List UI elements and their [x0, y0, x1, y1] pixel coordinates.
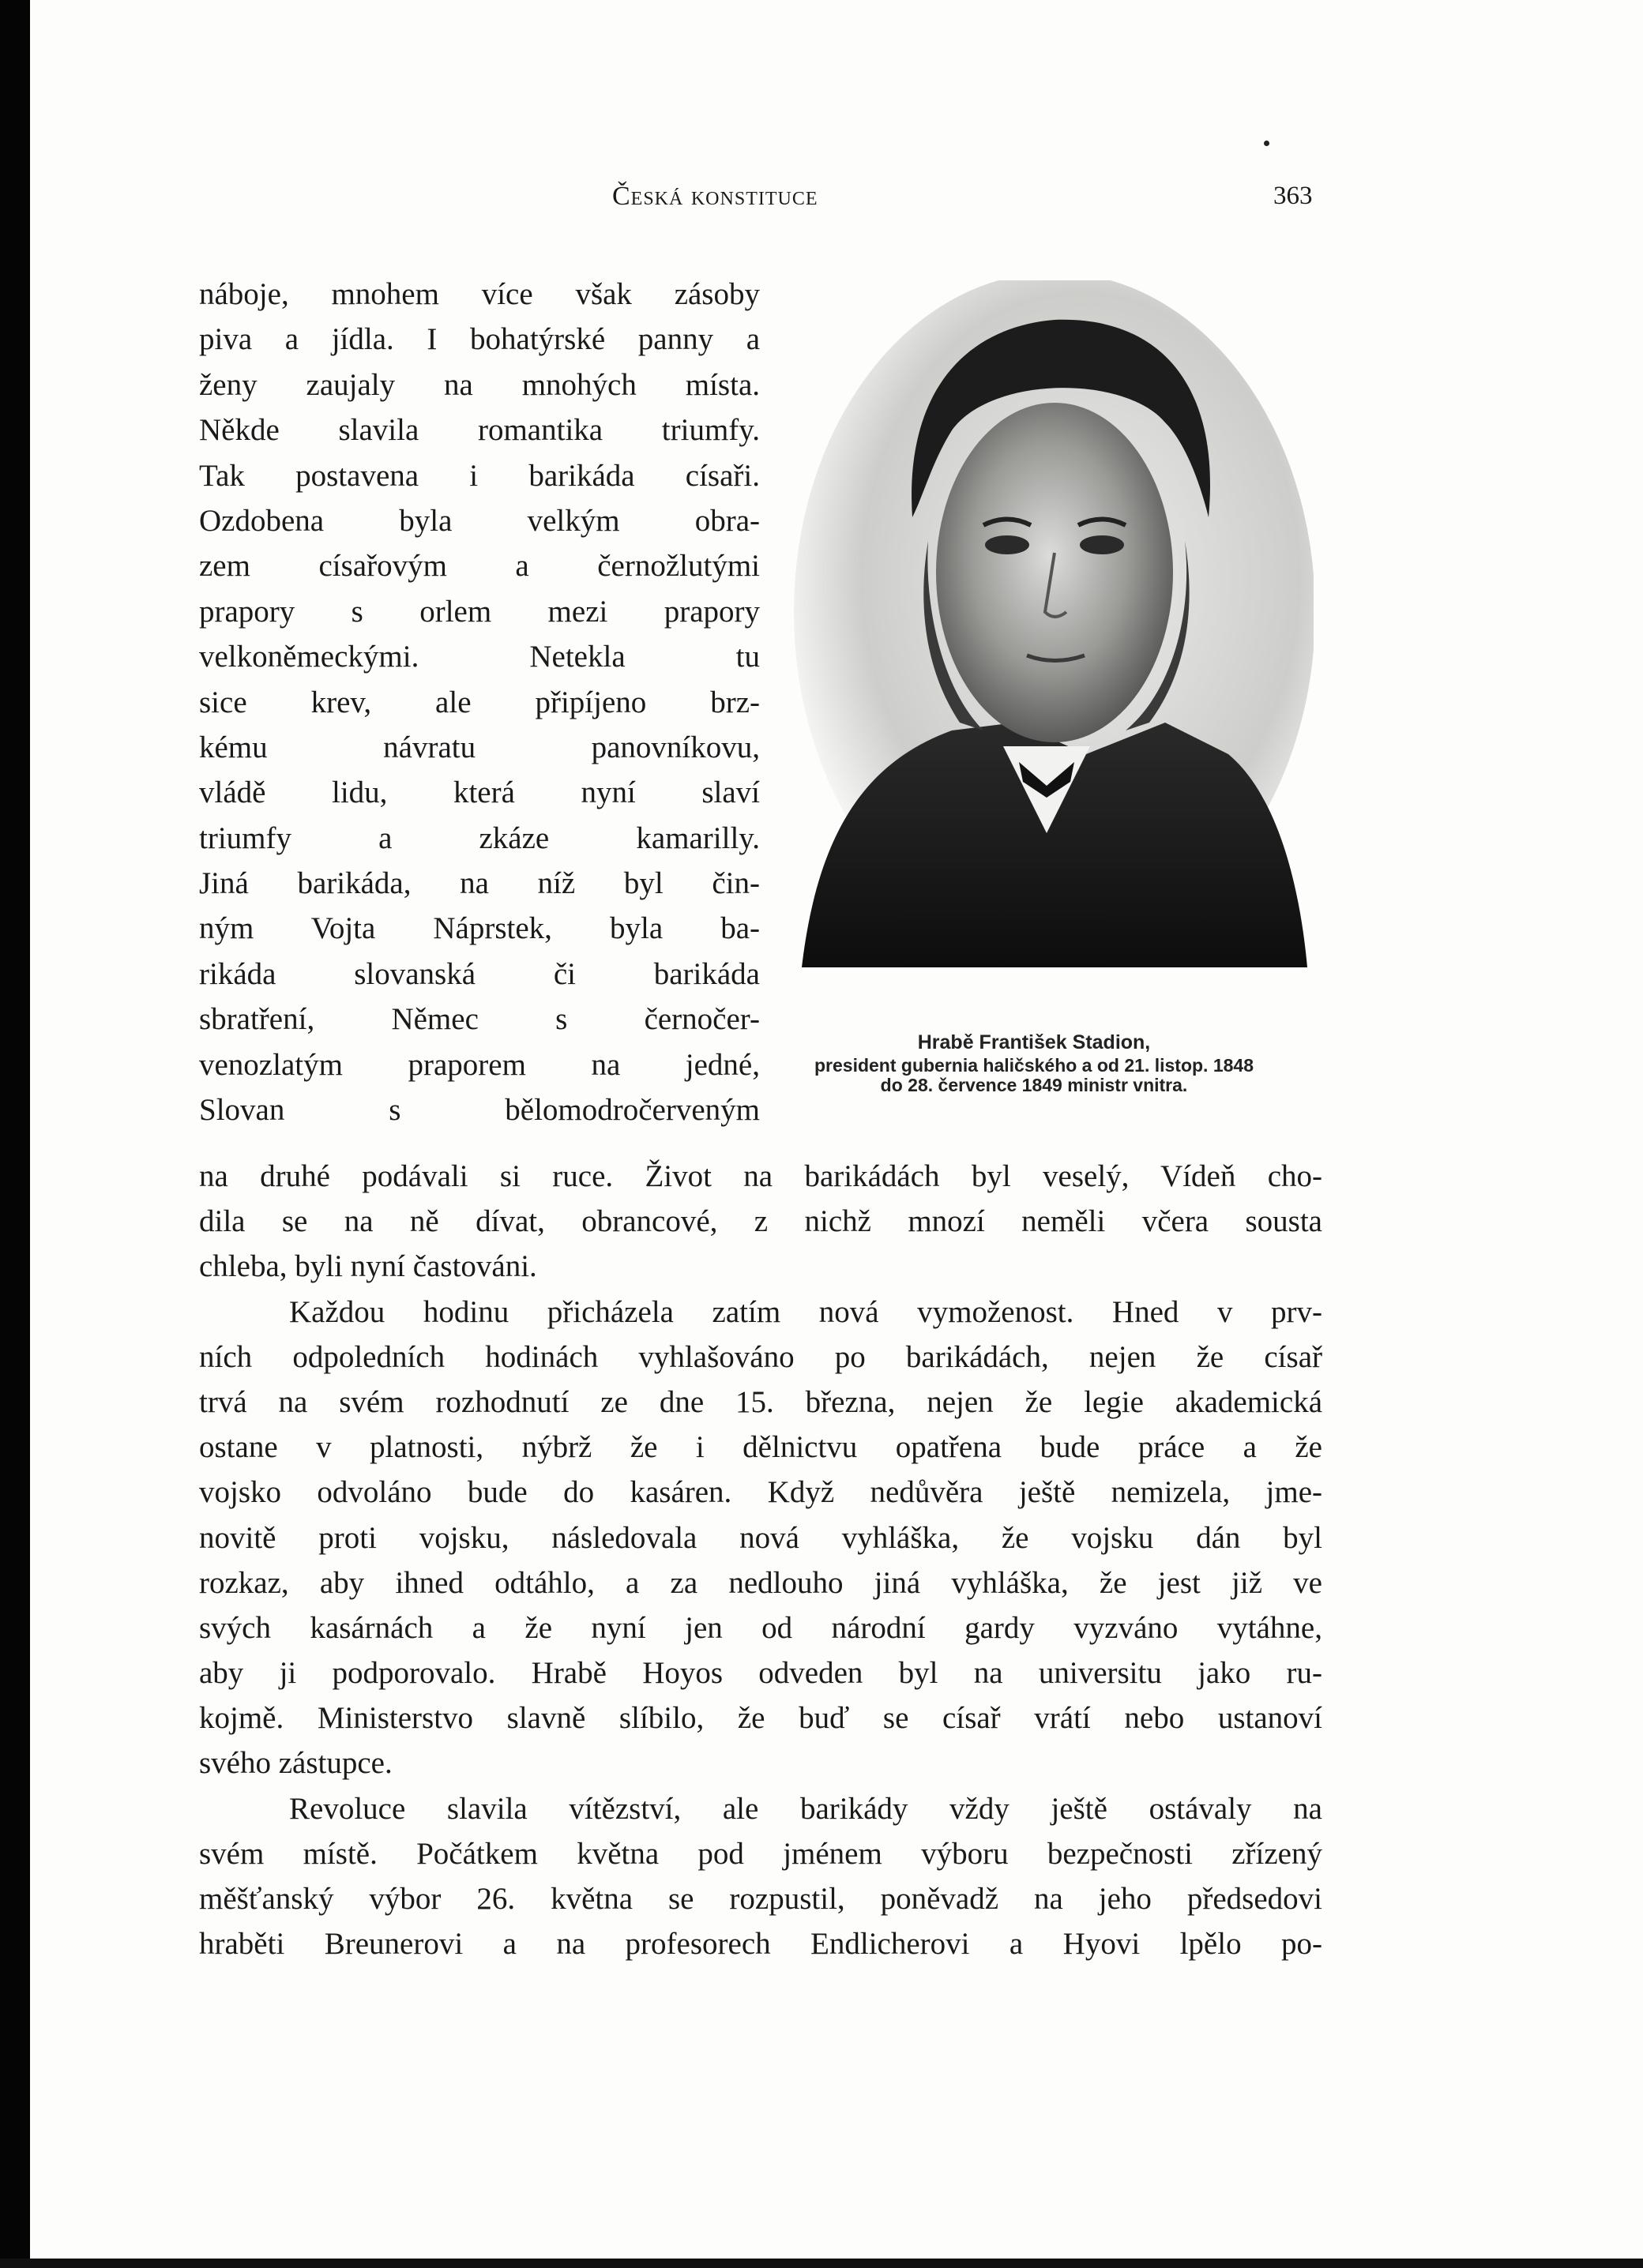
text-line: sice krev, ale připíjeno brz-: [199, 685, 760, 719]
text-line: Jiná barikáda, na níž byl čin-: [199, 866, 760, 901]
text-line: svém místě. Počátkem května pod jménem výboru bezpečnosti zřízený: [199, 1836, 1322, 1871]
text-line: ostane v platnosti, nýbrž že i dělnictvu opatřena bude práce a že: [199, 1430, 1322, 1465]
wide-text-column: [199, 1154, 1322, 1966]
text-line: Každou hodinu přicházela zatím nová vymoženost. Hned v prv-: [289, 1294, 1322, 1329]
portrait-engraving-icon: [754, 280, 1314, 974]
caption-title: Hrabě František Stadion,: [917, 1031, 1151, 1053]
page-header: [0, 182, 1643, 221]
text-line: ženy zaujaly na mnohých místa.: [199, 367, 760, 402]
text-line: ních odpoledních hodinách vyhlašováno po barikádách, nejen že císař: [199, 1339, 1322, 1374]
text-line: ným Vojta Náprstek, byla ba-: [199, 911, 760, 946]
figure-caption: [754, 1033, 1314, 1095]
text-line: trvá na svém rozhodnutí ze dne 15. března, nejen že legie akademická: [199, 1384, 1322, 1419]
text-line: kému návratu panovníkovu,: [199, 730, 760, 764]
text-line: sbratření, Němec s černočer-: [199, 1002, 760, 1037]
text-line: svého zástupce.: [199, 1746, 393, 1781]
text-line: náboje, mnohem více však zásoby: [199, 277, 760, 311]
text-line: velkoněmeckými. Netekla tu: [199, 640, 760, 674]
text-line: triumfy a zkáze kamarilly.: [199, 820, 760, 855]
text-line: na druhé podávali si ruce. Život na barikádách byl veselý, Vídeň cho-: [199, 1159, 1322, 1193]
text-line: kojmě. Ministerstvo slavně slíbilo, že buď se císař vrátí nebo ustanoví: [199, 1701, 1322, 1736]
text-line: novitě proti vojsku, následovala nová vyhláška, že vojsku dán byl: [199, 1520, 1322, 1555]
text-line: rikáda slovanská či barikáda: [199, 956, 760, 991]
text-line: vládě lidu, která nyní slaví: [199, 775, 760, 810]
caption-line: president gubernia haličského a od 21. listop. 1848: [814, 1055, 1254, 1076]
text-line: aby ji podporovalo. Hrabě Hoyos odveden byl na universitu jako ru-: [199, 1656, 1322, 1691]
scan-bottom-edge: [0, 2259, 1643, 2268]
page-number: 363: [1273, 182, 1313, 210]
text-line: svých kasárnách a že nyní jen od národní gardy vyzváno vytáhne,: [199, 1610, 1322, 1645]
text-line: piva a jídla. I bohatýrské panny a: [199, 322, 760, 357]
text-line: chleba, byli nyní častováni.: [199, 1249, 537, 1284]
text-line: prapory s orlem mezi prapory: [199, 594, 760, 629]
caption-line: do 28. července 1849 ministr vnitra.: [880, 1075, 1188, 1095]
text-line: Revoluce slavila vítězství, ale barikády vždy ještě ostávaly na: [289, 1791, 1322, 1826]
text-line: Tak postavena i barikáda císaři.: [199, 458, 760, 493]
text-line: Někde slavila romantika triumfy.: [199, 413, 760, 448]
text-line: zem císařovým a černožlutými: [199, 549, 760, 584]
text-line: hraběti Breunerovi a na profesorech Endlicherovi a Hyovi lpělo po-: [199, 1927, 1322, 1962]
running-title: Česká konstituce: [612, 182, 818, 211]
text-line: venozlatým praporem na jedné,: [199, 1047, 760, 1082]
text-line: Slovan s bělomodročerveným: [199, 1093, 760, 1128]
text-line: Ozdobena byla velkým obra-: [199, 503, 760, 538]
text-line: vojsko odvoláno bude do kasáren. Když nedůvěra ještě nemizela, jme-: [199, 1475, 1322, 1510]
print-mark: [1264, 141, 1269, 146]
narrow-text-column: [199, 272, 760, 1132]
text-line: rozkaz, aby ihned odtáhlo, a za nedlouho jiná vyhláška, že jest již ve: [199, 1565, 1322, 1600]
text-line: měšťanský výbor 26. května se rozpustil, poněvadž na jeho předsedovi: [199, 1882, 1322, 1916]
text-line: dila se na ně dívat, obrancové, z nichž mnozí neměli včera sousta: [199, 1204, 1322, 1239]
scan-left-edge: [0, 0, 30, 2268]
